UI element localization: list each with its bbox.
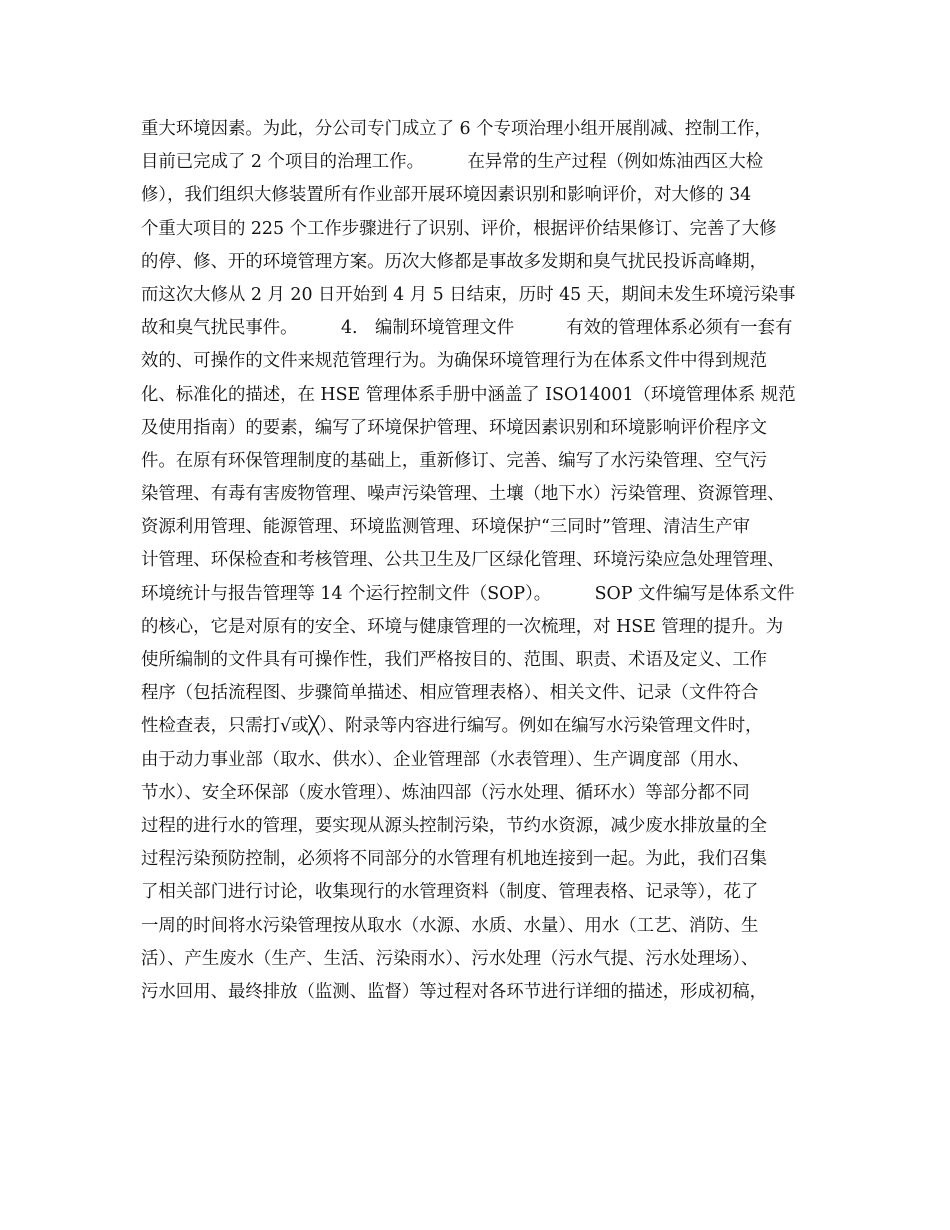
text-line: 污水回用、最终排放（监测、监督）等过程对各环节进行详细的描述，形成初稿，: [141, 981, 768, 1002]
text-line: 重大环境因素。为此，分公司专门成立了 6 个专项治理小组开展削减、控制工作，: [141, 119, 772, 139]
text-line: 由于动力事业部（取水、供水）、企业管理部（水表管理）、生产调度部（用水、: [141, 749, 750, 770]
text-line: 故和臭气扰民事件。 4. 编制环境管理文件 有效的管理体系必须有一套有: [141, 318, 793, 339]
text-line: 的停、修、开的环境管理方案。历次大修都是事故多发期和臭气扰民投诉高峰期，: [141, 251, 768, 272]
text-line: 修），我们组织大修装置所有作业部开展环境因素识别和影响评价，对大修的 34: [141, 185, 752, 206]
text-line: 的核心，它是对原有的安全、环境与健康管理的一次梳理，对 HSE 管理的提升。为: [141, 616, 784, 637]
text-line: 资源利用管理、能源管理、环境监测管理、环境保护“三同时”管理、清洁生产审: [141, 517, 751, 538]
text-line: 及使用指南）的要素，编写了环境保护管理、环境因素识别和环境影响评价程序文: [141, 417, 768, 438]
text-line: 目前已完成了 2 个项目的治理工作。 在异常的生产过程（例如炼油西区大检: [141, 152, 764, 173]
text-line: 环境统计与报告管理等 14 个运行控制文件（SOP）。 SOP 文件编写是体系文件: [141, 583, 795, 604]
text-line: 染管理、有毒有害废物管理、噪声污染管理、土壤（地下水）污染管理、资源管理、: [141, 484, 785, 505]
text-line: 化、标准化的描述，在 HSE 管理体系手册中涵盖了 ISO14001（环境管理体系 规范: [141, 384, 796, 405]
text-line: 而这次大修从 2 月 20 日开始到 4 月 5 日结束，历时 45 天，期间未发生环境污染事: [141, 284, 796, 305]
text-line: 效的、可操作的文件来规范管理行为。为确保环境管理行为在体系文件中得到规范: [141, 351, 768, 372]
text-line: 计管理、环保检查和考核管理、公共卫生及厂区绿化管理、环境污染应急处理管理、: [141, 550, 785, 571]
text-line: 一周的时间将水污染管理按从取水（水源、水质、水量）、用水（工艺、消防、生: [141, 915, 759, 936]
text-line: 件。在原有环保管理制度的基础上，重新修订、完善、编写了水污染管理、空气污: [141, 450, 768, 471]
text-line: 过程的进行水的管理，要实现从源头控制污染，节约水资源，减少废水排放量的全: [141, 815, 768, 836]
text-line: 使所编制的文件具有可操作性，我们严格按目的、范围、职责、术语及定义、工作: [141, 650, 768, 670]
text-line: 节水）、安全环保部（废水管理）、炼油四部（污水处理、循环水）等部分都不同: [141, 782, 750, 803]
text-line: 程序（包括流程图、步骤简单描述、相应管理表格）、相关文件、记录（文件符合: [141, 683, 759, 704]
text-line: 了相关部门进行讨论，收集现行的水管理资料（制度、管理表格、记录等），花了: [141, 882, 759, 903]
text-line: 个重大项目的 225 个工作步骤进行了识别、评价，根据评价结果修订、完善了大修: [141, 218, 777, 239]
text-line: 过程污染预防控制，必须将不同部分的水管理有机地连接到一起。为此，我们召集: [141, 849, 768, 870]
body-text: [141, 113, 831, 1009]
text-line: 活）、产生废水（生产、生活、污染雨水）、污水处理（污水气提、污水处理场）、: [141, 948, 759, 969]
text-line: 性检查表，只需打√或╳）、附录等内容进行编写。例如在编写水污染管理文件时，: [141, 716, 763, 737]
